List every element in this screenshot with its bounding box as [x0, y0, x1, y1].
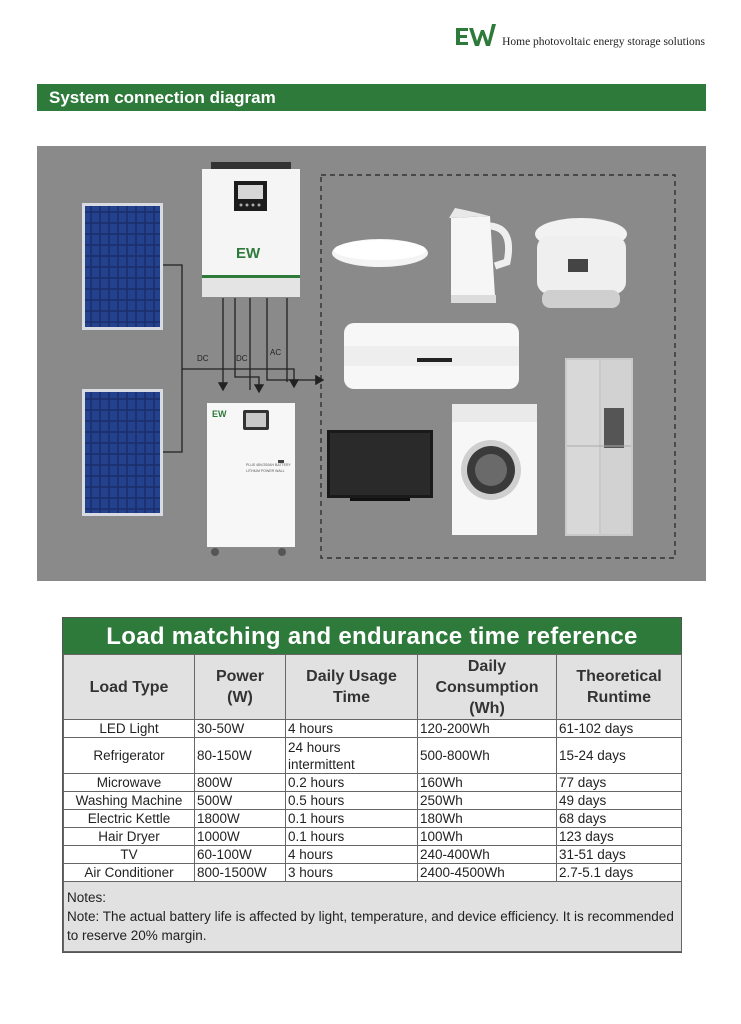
brand-tagline: Home photovoltaic energy storage solutions — [502, 36, 705, 48]
cell-usage: 0.5 hours — [286, 792, 418, 810]
section-title: System connection diagram — [37, 84, 706, 111]
cell-consumption: 240-400Wh — [418, 846, 557, 864]
led-light-icon — [332, 239, 428, 267]
cell-power: 80-150W — [195, 738, 286, 774]
table-row — [64, 792, 682, 810]
battery-text-2: LITHIUM POWER WALL — [246, 469, 285, 473]
table-row — [64, 774, 682, 792]
cell-consumption: 100Wh — [418, 828, 557, 846]
cell-usage: 0.1 hours — [286, 828, 418, 846]
load-table — [63, 654, 682, 952]
cell-usage: 4 hours — [286, 720, 418, 738]
cell-usage: 3 hours — [286, 864, 418, 882]
battery-icon — [207, 403, 295, 556]
cell-consumption: 160Wh — [418, 774, 557, 792]
cell-power: 30-50W — [195, 720, 286, 738]
cell-runtime: 68 days — [557, 810, 682, 828]
cell-consumption: 120-200Wh — [418, 720, 557, 738]
notes-cell — [64, 882, 682, 952]
ac-label: AC — [270, 348, 282, 357]
header-power: Power (W) — [195, 655, 286, 720]
table-row — [64, 864, 682, 882]
cell-load-type: Electric Kettle — [64, 810, 195, 828]
cell-load-type: LED Light — [64, 720, 195, 738]
cell-load-type: Air Conditioner — [64, 864, 195, 882]
washing-machine-icon — [452, 404, 537, 535]
table-row — [64, 828, 682, 846]
cell-runtime: 61-102 days — [557, 720, 682, 738]
dc-label-1: DC — [197, 354, 209, 363]
notes-heading: Notes: — [67, 890, 107, 905]
air-conditioner-icon — [344, 323, 519, 389]
table-row — [64, 810, 682, 828]
inverter-icon — [202, 162, 300, 297]
cell-load-type: Refrigerator — [64, 738, 195, 774]
header-runtime: Theoretical Runtime — [557, 655, 682, 720]
kettle-icon — [449, 208, 509, 303]
battery-logo: EW — [212, 409, 227, 419]
cell-power: 800W — [195, 774, 286, 792]
cell-consumption: 500-800Wh — [418, 738, 557, 774]
cell-load-type: Microwave — [64, 774, 195, 792]
notes-row — [64, 882, 682, 952]
cell-load-type: Hair Dryer — [64, 828, 195, 846]
cell-consumption: 250Wh — [418, 792, 557, 810]
solar-panel-icon — [82, 203, 163, 330]
rice-cooker-icon — [535, 218, 627, 308]
system-diagram — [37, 146, 706, 581]
tv-icon — [327, 430, 433, 501]
cell-usage: 0.1 hours — [286, 810, 418, 828]
cell-runtime: 77 days — [557, 774, 682, 792]
cell-runtime: 49 days — [557, 792, 682, 810]
notes-text: Note: The actual battery life is affected by light, temperature, and device efficiency. It is recommended to reserve 20% margin. — [67, 909, 674, 943]
dc-label-2: DC — [236, 354, 248, 363]
load-table-title: Load matching and endurance time reference — [63, 618, 681, 654]
header-load-type: Load Type — [64, 655, 195, 720]
cell-power: 60-100W — [195, 846, 286, 864]
table-row — [64, 846, 682, 864]
solar-panel-icon — [82, 389, 163, 516]
inverter-logo: EW — [236, 245, 261, 262]
cell-usage: 0.2 hours — [286, 774, 418, 792]
cell-runtime: 2.7-5.1 days — [557, 864, 682, 882]
header-daily-consumption: Daily Consumption (Wh) — [418, 655, 557, 720]
table-header-row — [64, 655, 682, 720]
refrigerator-icon — [565, 358, 633, 536]
table-row — [64, 738, 682, 774]
cell-usage: 24 hours intermittent — [286, 738, 418, 774]
header-daily-usage: Daily Usage Time — [286, 655, 418, 720]
cell-consumption: 2400-4500Wh — [418, 864, 557, 882]
cell-consumption: 180Wh — [418, 810, 557, 828]
cell-runtime: 123 days — [557, 828, 682, 846]
cell-load-type: Washing Machine — [64, 792, 195, 810]
cell-runtime: 15-24 days — [557, 738, 682, 774]
table-row — [64, 720, 682, 738]
cell-power: 800-1500W — [195, 864, 286, 882]
brand-header — [454, 22, 705, 50]
battery-text-1: PLUS 48V/200AH BATTERY — [246, 463, 291, 467]
load-table-section — [62, 617, 682, 953]
cell-runtime: 31-51 days — [557, 846, 682, 864]
cell-power: 500W — [195, 792, 286, 810]
cell-usage: 4 hours — [286, 846, 418, 864]
brand-logo-icon — [454, 22, 498, 50]
cell-power: 1800W — [195, 810, 286, 828]
cell-load-type: TV — [64, 846, 195, 864]
cell-power: 1000W — [195, 828, 286, 846]
